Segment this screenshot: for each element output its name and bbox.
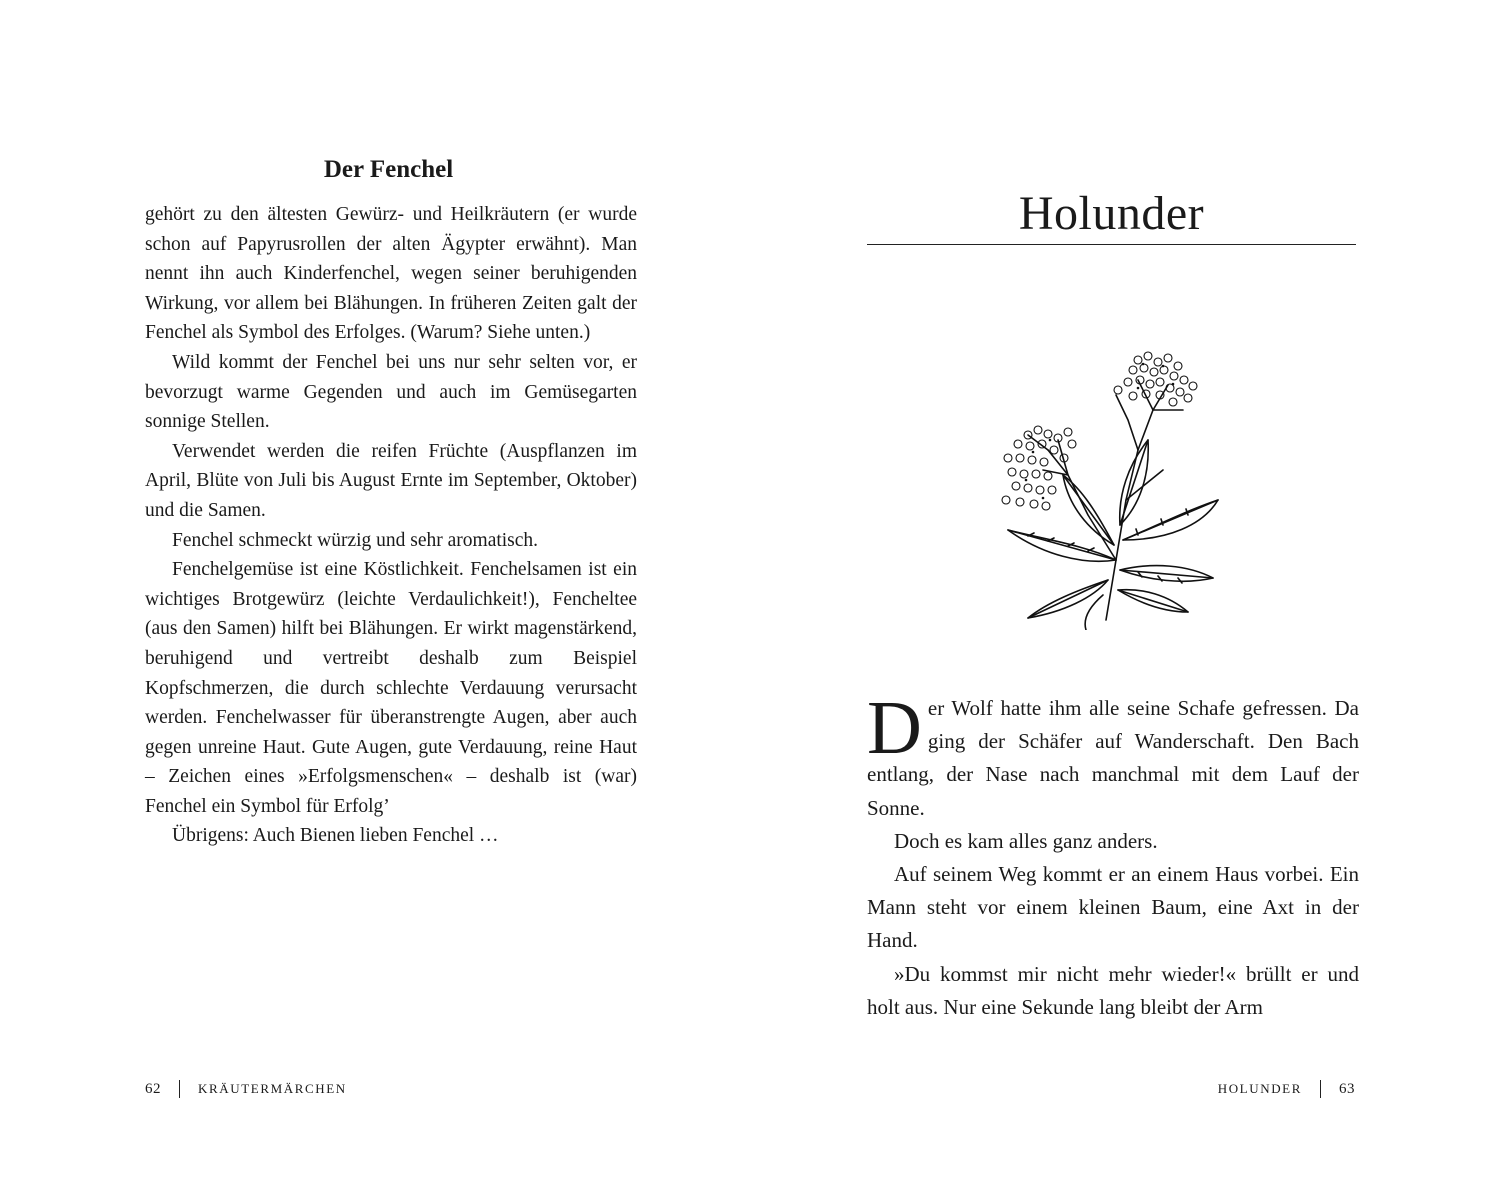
section-heading: Der Fenchel (323, 156, 454, 183)
paragraph: Übrigens: Auch Bienen lieben Fenchel … (172, 825, 499, 847)
paragraph: Fenchel schmeckt würzig und sehr aromatisch. (172, 529, 539, 551)
elderflower-illustration-icon (988, 340, 1228, 630)
left-body-text (145, 200, 637, 851)
paragraph (867, 686, 1359, 825)
page-number: 63 (1339, 1080, 1355, 1097)
chapter-title: Holunder (1018, 187, 1205, 240)
paragraph: Fenchelgemüse ist eine Köstlichkeit. Fenchelsamen ist ein wichtiges Brotgewürz (leichte Verdaulichkeit!), Fencheltee (aus den Samen) hilft bei Blähungen. Er wirkt magenstärkend, beruhigend und vertreibt deshalb zum Beispiel Kopfschmerzen, die durch schlechte Verdauung verursacht werden. Fenchelwasser für überanstrengte Augen, aber auch gegen unreine Haut. Gute Augen, gute Verdauung, reine Haut – Zeichen eines »Erfolgsmenschen« – deshalb ist (war) Fenchel ein Symbol für Erfolg’ (145, 559, 637, 817)
left-footer (145, 1080, 347, 1098)
running-title: KRÄUTERMÄRCHEN (198, 1081, 347, 1096)
drop-cap: D (867, 686, 922, 770)
running-title: HOLUNDER (1217, 1081, 1302, 1096)
paragraph: gehört zu den ältesten Gewürz- und Heilkräutern (er wurde schon auf Papyrusrollen der alten Ägypter erwähnt). Man nennt ihn auch Kinderfenchel, wegen seiner beruhigenden Wirkung, vor allem bei Blähungen. In früheren Zeiten galt der Fenchel als Symbol des Erfolges. (Warum? Siehe unten.) (145, 204, 637, 344)
footer-divider (179, 1080, 180, 1098)
right-footer (1218, 1080, 1355, 1098)
page-number: 62 (145, 1080, 161, 1097)
paragraph: Doch es kam alles ganz anders. (894, 828, 1158, 853)
title-rule (867, 244, 1356, 245)
paragraph-text: er Wolf hatte ihm alle seine Schafe gefressen. Da ging der Schäfer auf Wanderschaft. Den Bach entlang, der Nase nach manchmal mit dem Lauf der Sonne. (867, 696, 1359, 820)
paragraph: Verwendet werden die reifen Früchte (Auspflanzen im April, Blüte von Juli bis August Ernte im September, Oktober) und die Samen. (145, 440, 637, 521)
paragraph: »Du kommst mir nicht mehr wieder!« brüllt er und holt aus. Nur eine Sekunde lang bleibt der Arm (867, 961, 1359, 1019)
paragraph: Auf seinem Weg kommt er an einem Haus vorbei. Ein Mann steht vor einem kleinen Baum, eine Axt in der Hand. (867, 862, 1359, 953)
right-body-text (867, 686, 1359, 1024)
footer-divider (1320, 1080, 1321, 1098)
paragraph: Wild kommt der Fenchel bei uns nur sehr selten vor, er bevorzugt warme Gegenden und auch im Gemüsegarten sonnige Stellen. (145, 351, 637, 433)
right-page (750, 0, 1500, 1195)
